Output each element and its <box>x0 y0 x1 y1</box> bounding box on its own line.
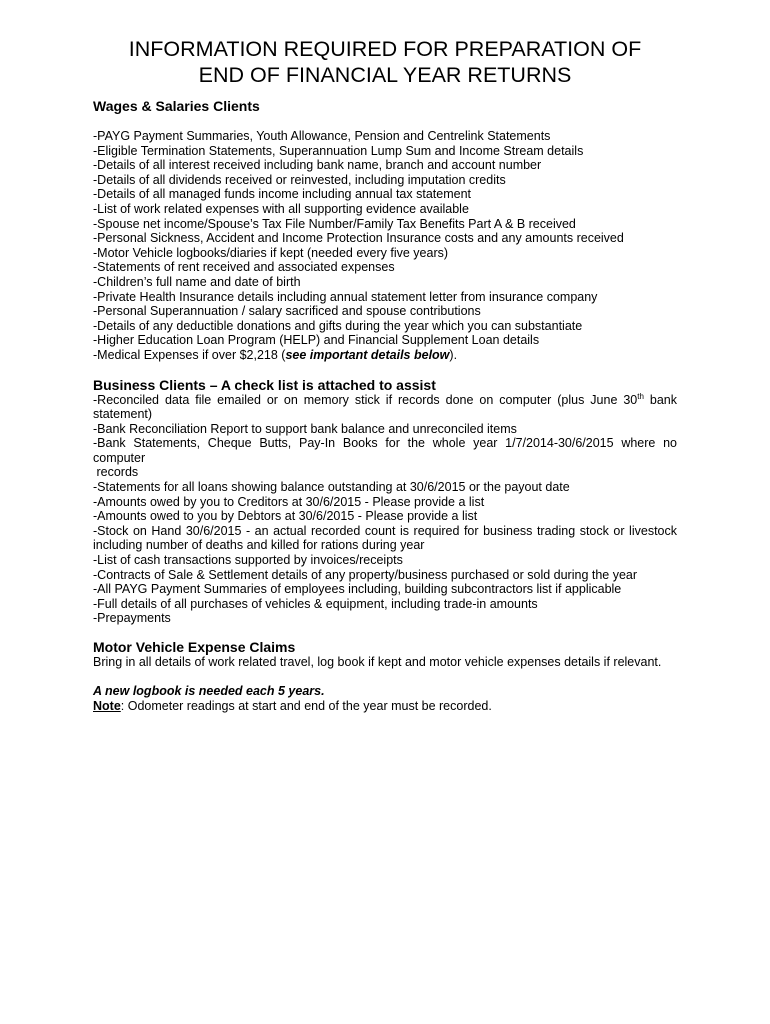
reconciled-text-b: bank statement) <box>93 392 677 422</box>
title-line-2: END OF FINANCIAL YEAR RETURNS <box>198 63 572 87</box>
title-line-1: INFORMATION REQUIRED FOR PREPARATION OF <box>128 37 642 61</box>
medical-expenses-item <box>93 348 677 363</box>
list-item: -Eligible Termination Statements, Superannuation Lump Sum and Income Stream details <box>93 143 584 158</box>
list-item: -Higher Education Loan Program (HELP) and Financial Supplement Loan details <box>93 333 540 348</box>
list-item: -Details of all dividends received or reinvested, including imputation credits <box>93 172 506 187</box>
list-item: -Personal Sickness, Accident and Income Protection Insurance costs and any amounts received <box>93 231 624 246</box>
odometer-note <box>93 699 677 714</box>
list-item: -Full details of all purchases of vehicles & equipment, including trade-in amounts <box>93 596 538 611</box>
list-item: -Personal Superannuation / salary sacrificed and spouse contributions <box>93 304 481 319</box>
list-item: records <box>93 465 139 480</box>
motor-heading: Motor Vehicle Expense Claims <box>93 639 296 655</box>
list-item: -Amounts owed to you by Debtors at 30/6/2015 - Please provide a list <box>93 509 478 524</box>
list-item: -Prepayments <box>93 611 171 626</box>
list-item: -Details of all interest received including bank name, branch and account number <box>93 158 542 173</box>
wages-heading: Wages & Salaries Clients <box>93 98 260 114</box>
list-item: -Stock on Hand 30/6/2015 - an actual recorded count is required for business trading stock or livestock including number of deaths and killed for rations during year <box>93 523 677 553</box>
list-item: -Children’s full name and date of birth <box>93 274 301 289</box>
note-label: Note <box>93 698 121 713</box>
business-list <box>93 393 677 627</box>
list-item: -Statements for all loans showing balance outstanding at 30/6/2015 or the payout date <box>93 480 570 495</box>
reconciled-superscript: th <box>637 391 644 401</box>
list-item: -All PAYG Payment Summaries of employees including, building subcontractors list if applicable <box>93 582 622 597</box>
list-item: -PAYG Payment Summaries, Youth Allowance, Pension and Centrelink Statements <box>93 129 551 143</box>
document-page <box>93 36 677 713</box>
list-item: -Private Health Insurance details including annual statement letter from insurance company <box>93 289 598 304</box>
list-item: -List of cash transactions supported by invoices/receipts <box>93 553 403 568</box>
business-heading: Business Clients – A check list is attached to assist <box>93 376 436 393</box>
reconciled-text-a: -Reconciled data file emailed or on memory stick if records done on computer (plus June 30 <box>93 392 638 407</box>
document-title <box>93 36 677 88</box>
reconciled-data-item <box>93 393 677 422</box>
list-item: -Contracts of Sale & Settlement details of any property/business purchased or sold during the year <box>93 567 638 582</box>
motor-body: Bring in all details of work related travel, log book if kept and motor vehicle expenses details if relevant. <box>93 655 662 669</box>
list-item: -Bank Reconciliation Report to support bank balance and unreconciled items <box>93 421 517 436</box>
medical-emphasis: see important details below <box>285 347 450 362</box>
spacer <box>93 670 677 685</box>
medical-suffix: ). <box>449 347 458 362</box>
list-item: -Spouse net income/Spouse’s Tax File Number/Family Tax Benefits Part A & B received <box>93 216 576 231</box>
list-item: -Bank Statements, Cheque Butts, Pay-In Books for the whole year 1/7/2014-30/6/2015 where no computer <box>93 436 677 465</box>
wages-list <box>93 129 677 363</box>
list-item: -Details of all managed funds income including annual tax statement <box>93 187 471 202</box>
note-text: : Odometer readings at start and end of the year must be recorded. <box>120 698 492 713</box>
list-item: -Motor Vehicle logbooks/diaries if kept (needed every five years) <box>93 245 449 260</box>
medical-prefix: -Medical Expenses if over $2,218 ( <box>93 347 286 362</box>
list-item: -Statements of rent received and associated expenses <box>93 260 395 275</box>
list-item: -Details of any deductible donations and gifts during the year which you can substantiate <box>93 318 583 333</box>
logbook-notice: A new logbook is needed each 5 years. <box>93 684 325 699</box>
list-item: -List of work related expenses with all supporting evidence available <box>93 201 469 216</box>
list-item: -Amounts owed by you to Creditors at 30/6/2015 - Please provide a list <box>93 494 485 509</box>
